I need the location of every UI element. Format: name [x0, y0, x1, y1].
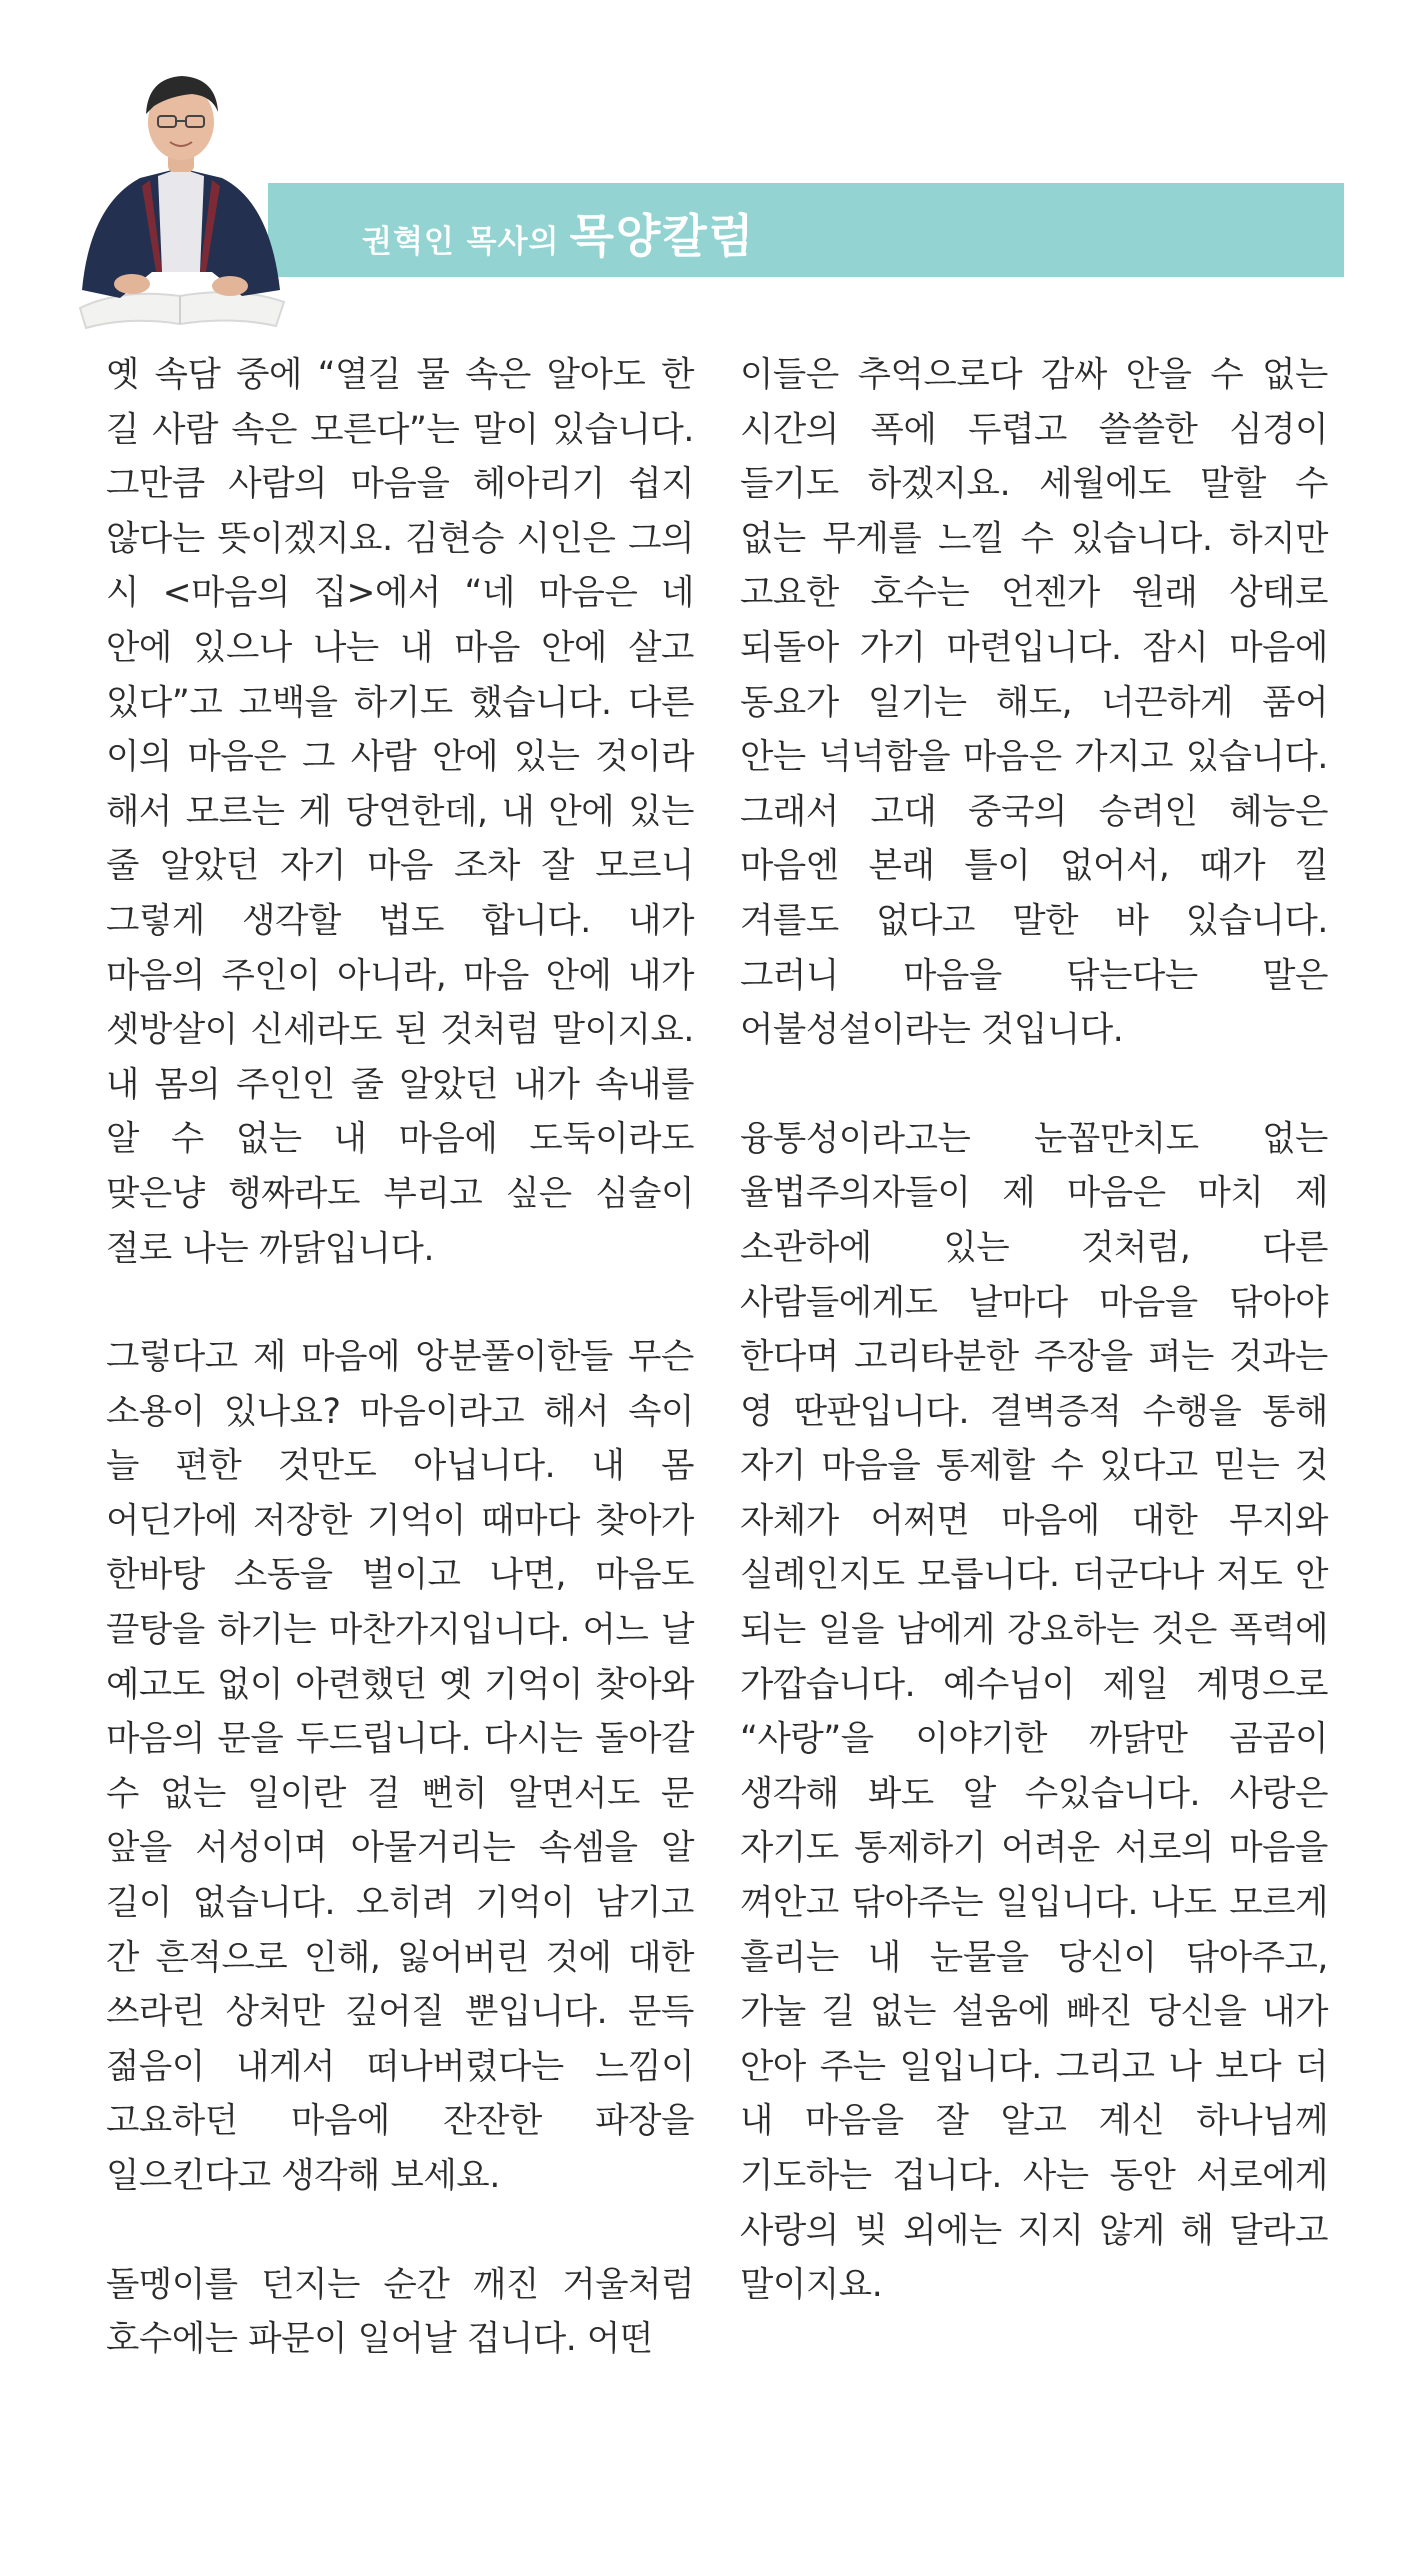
article-paragraph: 융통성이라고는 눈꼽만치도 없는 율법주의자들이 제 마음은 마치 제 소관하에 있는 것처럼, 다른 사람들에게도 날마다 마음을 닦아야 한다며 고리타분한 주장을 펴는 것과는 영 딴판입니다. 결벽증적 수행을 통해 자기 마음을 통제할 수 있다고 믿는 것 자체가 어쩌면 마음에 대한 무지와 실례인지도 모릅니다. 더군다나 저도 안 되는 일을 남에게 강요하는 것은 폭력에 가깝습니다. 예수님이 제일 계명으로 “사랑”을 이야기한 까닭만 곰곰이 생각해 봐도 알 수있습니다. 사랑은 자기도 통제하기 어려운 서로의 마음을 껴안고 닦아주는 일입니다. 나도 모르게 흘리는 내 눈물을 당신이 닦아주고, 가눌 길 없는 설움에 빠진 당신을 내가 안아 주는 일입니다. 그리고 나 보다 더 내 마음을 잘 알고 계신 하나님께 기도하는 겁니다. 사는 동안 서로에게 사랑의 빚 외에는 지지 않게 해 달라고 말이지요.: [740, 1118, 1328, 2306]
column-header: [0, 0, 1404, 330]
article-paragraph: 옛 속담 중에 “열길 물 속은 알아도 한 길 사람 속은 모른다”는 말이 있습니다. 그만큼 사람의 마음을 헤아리기 쉽지 않다는 뜻이겠지요. 김현승 시인은 그의 시 <마음의 집>에서 “네 마음은 네 안에 있으나 나는 내 마음 안에 살고 있다”고 고백을 하기도 했습니다. 다른 이의 마음은 그 사람 안에 있는 것이라 해서 모르는 게 당연한데, 내 안에 있는 줄 알았던 자기 마음 조차 잘 모르니 그렇게 생각할 법도 합니다. 내가 마음의 주인이 아니라, 마음 안에 내가 셋방살이 신세라도 된 것처럼 말이지요. 내 몸의 주인인 줄 알았던 내가 속내를 알 수 없는 내 마음에 도둑이라도 맞은냥 행짜라도 부리고 싶은 심술이 절로 나는 까닭입니다.: [106, 355, 694, 1269]
article-paragraph: 이들은 추억으로다 감싸 안을 수 없는 시간의 폭에 두렵고 쓸쓸한 심경이 들기도 하겠지요. 세월에도 말할 수 없는 무게를 느낄 수 있습니다. 하지만 고요한 호수는 언젠가 원래 상태로 되돌아 가기 마련입니다. 잠시 마음에 동요가 일기는 해도, 너끈하게 품어 안는 넉넉함을 마음은 가지고 있습니다. 그래서 고대 중국의 승려인 혜능은 마음엔 본래 틀이 없어서, 때가 낄 겨를도 없다고 말한 바 있습니다. 그러니 마음을 닦는다는 말은 어불성설이라는 것입니다.: [740, 355, 1328, 1051]
article-paragraph: 그렇다고 제 마음에 앙분풀이한들 무슨 소용이 있나요? 마음이라고 해서 속이 늘 편한 것만도 아닙니다. 내 몸 어딘가에 저장한 기억이 때마다 찾아가 한바탕 소동을 벌이고 나면, 마음도 끌탕을 하기는 마찬가지입니다. 어느 날 예고도 없이 아련했던 옛 기억이 찾아와 마음의 문을 두드립니다. 다시는 돌아갈 수 없는 일이란 걸 뻔히 알면서도 문 앞을 서성이며 아물거리는 속셈을 알 길이 없습니다. 오히려 기억이 남기고 간 흔적으로 인해, 잃어버린 것에 대한 쓰라린 상처만 깊어질 뿐입니다. 문득 젊음이 내게서 떠나버렸다는 느낌이 고요하던 마음에 잔잔한 파장을 일으킨다고 생각해 보세요.: [106, 1337, 694, 2196]
author-photo: [62, 40, 292, 330]
article-paragraph: 돌멩이를 던지는 순간 깨진 거울처럼 호수에는 파문이 일어날 겁니다. 어떤: [106, 2264, 694, 2360]
article-column-right: [740, 348, 1328, 2367]
header-title-band: [268, 183, 1344, 277]
column-title: [362, 200, 755, 266]
article-column-left: [106, 348, 694, 2421]
title-prefix: 권혁인 목사의: [362, 224, 560, 260]
title-main: 목양칼럼: [569, 209, 756, 263]
